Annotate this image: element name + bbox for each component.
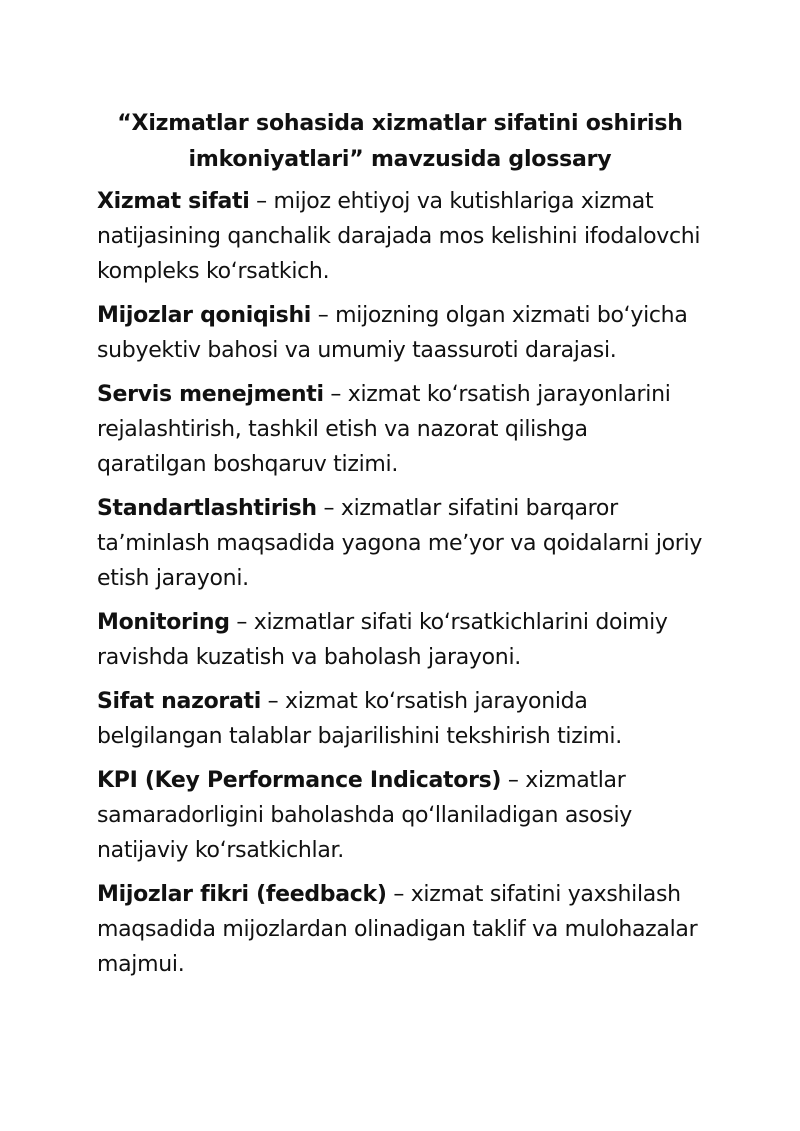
glossary-entry [97,763,703,868]
glossary-definition: – xizmat koʻrsatish jarayonlarini rejalashtirish, tashkil etish va nazorat qilishga qaratilgan boshqaruv tizimi. [97,382,671,477]
glossary-definition: – xizmat sifatini yaxshilash maqsadida mijozlardan olinadigan taklif va mulohazalar majmui. [97,882,698,977]
glossary-entry [97,491,703,596]
glossary-definition: – xizmatlar sifati koʻrsatkichlarini doimiy ravishda kuzatish va baholash jarayoni. [97,610,668,670]
glossary-term: Sifat nazorati [97,689,261,714]
glossary-definition: – xizmatlar samaradorligini baholashda qoʻllaniladigan asosiy natijaviy koʻrsatkichlar. [97,768,633,863]
glossary-entry [97,298,703,368]
document-title: “Xizmatlar sohasida xizmatlar sifatini oshirish imkoniyatlari” mavzusida glossary [117,111,683,172]
document-page [97,106,703,991]
glossary-entry [97,877,703,982]
glossary-term: Servis menejmenti [97,382,324,407]
glossary-term: Mijozlar qoniqishi [97,303,312,328]
glossary-entry [97,684,703,754]
glossary-term: Xizmat sifati [97,189,250,214]
glossary-term: Mijozlar fikri (feedback) [97,882,387,907]
glossary-definition: – xizmatlar sifatini barqaror taʼminlash maqsadida yagona meʼyor va qoidalarni joriy etish jarayoni. [97,496,703,591]
glossary-term: Standartlashtirish [97,496,317,521]
glossary-entry [97,605,703,675]
glossary-entry [97,184,703,289]
glossary-definition: – mijoz ehtiyoj va kutishlariga xizmat natijasining qanchalik darajada mos kelishini ifodalovchi kompleks koʻrsatkich. [97,189,701,284]
glossary-entry [97,377,703,482]
glossary-term: KPI (Key Performance Indicators) [97,768,502,793]
glossary-definition: – mijozning olgan xizmati boʻyicha subyektiv bahosi va umumiy taassuroti darajasi. [97,303,688,363]
glossary-term: Monitoring [97,610,230,635]
glossary-definition: – xizmat koʻrsatish jarayonida belgilangan talablar bajarilishini tekshirish tizimi. [97,689,622,749]
